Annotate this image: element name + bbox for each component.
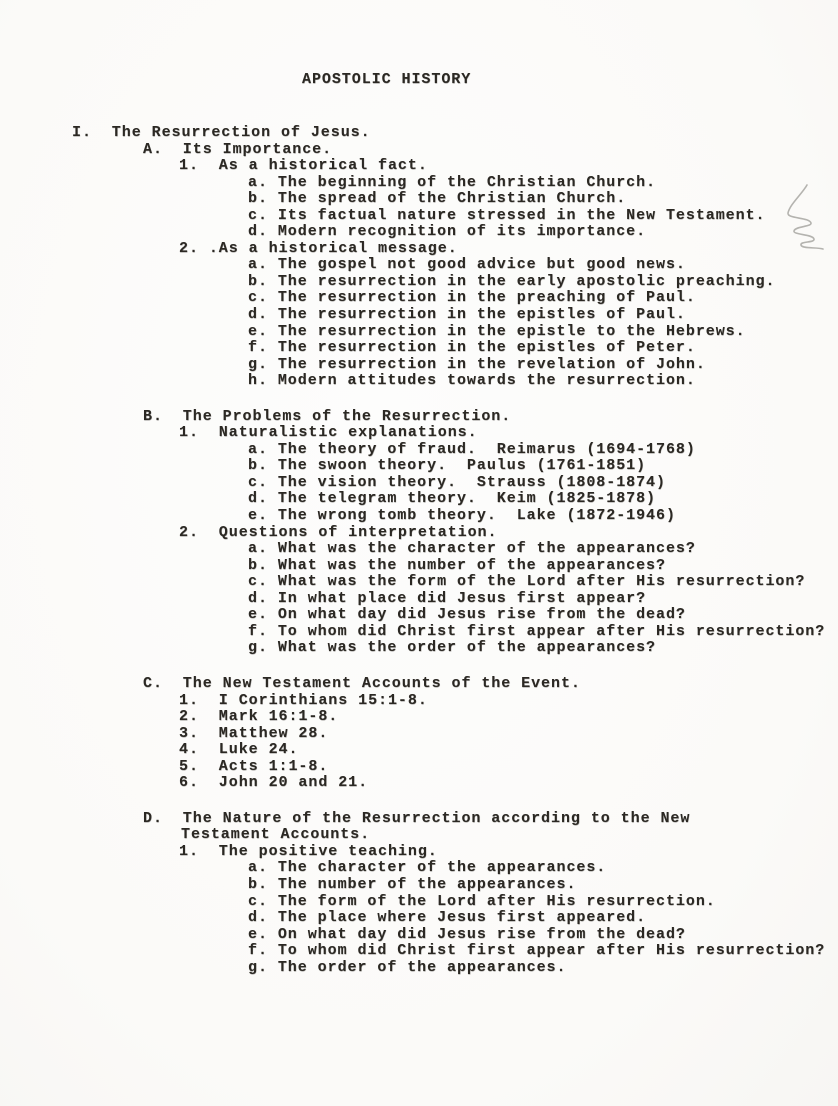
document-title: APOSTOLIC HISTORY <box>302 71 472 88</box>
outline-line: 1. I Corinthians 15:1-8. <box>179 691 428 709</box>
outline-line: 2. Questions of interpretation. <box>179 523 498 541</box>
outline-line: f. To whom did Christ first appear after His resurrection? <box>248 942 826 960</box>
outline-line: 2. .As a historical message. <box>179 239 458 257</box>
outline-line: D. The Nature of the Resurrection according to the New <box>143 809 691 827</box>
outline-line: e. On what day did Jesus rise from the dead? <box>248 606 686 624</box>
outline-line: 1. As a historical fact. <box>179 157 428 175</box>
outline-body <box>0 125 838 976</box>
outline-line: b. What was the number of the appearances? <box>248 556 666 574</box>
outline-line: b. The swoon theory. Paulus (1761-1851) <box>248 457 647 475</box>
outline-line: h. Modern attitudes towards the resurrection. <box>248 372 696 390</box>
outline-line: a. What was the character of the appearances? <box>248 540 696 558</box>
outline-line: Testament Accounts. <box>181 826 371 844</box>
outline-line: g. The order of the appearances. <box>248 958 567 976</box>
outline-line: 2. Mark 16:1-8. <box>179 708 339 726</box>
outline-line: f. The resurrection in the epistles of Peter. <box>248 339 696 357</box>
handwritten-squiggle-mark <box>780 178 830 256</box>
outline-line: d. The resurrection in the epistles of Paul. <box>248 306 686 324</box>
outline-line: c. What was the form of the Lord after His resurrection? <box>248 573 806 591</box>
outline-line: e. The wrong tomb theory. Lake (1872-1946) <box>248 507 676 525</box>
outline-line: 5. Acts 1:1-8. <box>179 757 329 775</box>
outline-line: d. The place where Jesus first appeared. <box>248 909 647 927</box>
outline-line: A. Its Importance. <box>143 140 333 158</box>
outline-line: f. To whom did Christ first appear after His resurrection? <box>248 622 826 640</box>
outline-line: a. The gospel not good advice but good news. <box>248 256 686 274</box>
outline-line: g. The resurrection in the revelation of John. <box>248 355 706 373</box>
outline-line: e. On what day did Jesus rise from the dead? <box>248 925 686 943</box>
outline-line: c. Its factual nature stressed in the New Testament. <box>248 206 766 224</box>
outline-line: c. The form of the Lord after His resurrection. <box>248 892 716 910</box>
outline-line: C. The New Testament Accounts of the Event. <box>143 674 581 692</box>
outline-line: 4. Luke 24. <box>179 741 299 759</box>
outline-line: a. The character of the appearances. <box>248 859 607 877</box>
outline-line: d. Modern recognition of its importance. <box>248 223 647 241</box>
outline-line: b. The number of the appearances. <box>248 875 577 893</box>
outline-line: g. What was the order of the appearances? <box>248 639 657 657</box>
outline-line: c. The resurrection in the preaching of Paul. <box>248 289 696 307</box>
outline-line: d. In what place did Jesus first appear? <box>248 589 647 607</box>
outline-line: 1. Naturalistic explanations. <box>179 424 478 442</box>
outline-line: 6. John 20 and 21. <box>179 774 369 792</box>
outline-line: d. The telegram theory. Keim (1825-1878) <box>248 490 657 508</box>
outline-line: a. The theory of fraud. Reimarus (1694-1768) <box>248 440 696 458</box>
outline-line: b. The resurrection in the early apostolic preaching. <box>248 272 776 290</box>
outline-line: c. The vision theory. Strauss (1808-1874) <box>248 473 666 491</box>
outline-line: 1. The positive teaching. <box>179 842 438 860</box>
outline-line: a. The beginning of the Christian Church. <box>248 173 657 191</box>
outline-line: 3. Matthew 28. <box>179 724 329 742</box>
outline-line: e. The resurrection in the epistle to the Hebrews. <box>248 322 746 340</box>
outline-line: I. The Resurrection of Jesus. <box>72 124 371 141</box>
outline-line: B. The Problems of the Resurrection. <box>143 407 512 425</box>
outline-line: b. The spread of the Christian Church. <box>248 190 627 208</box>
